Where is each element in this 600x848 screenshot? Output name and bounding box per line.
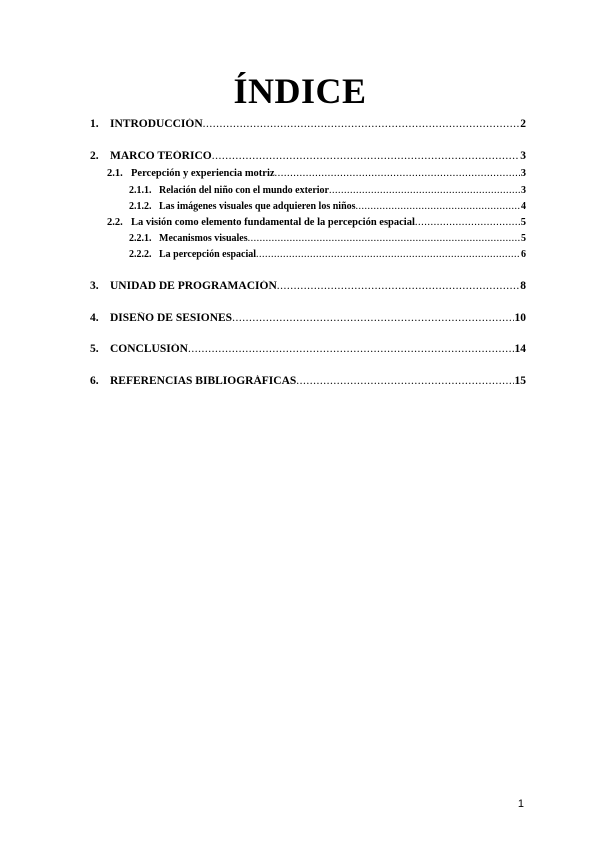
toc-entry-label: UNIDAD DE PROGRAMACIÓN (110, 280, 277, 292)
toc-entry-label: CONCLUSIÓN (110, 343, 188, 355)
toc-entry-label: La percepción espacial (159, 249, 257, 260)
toc-leader-dots (296, 375, 513, 387)
toc-entry-number: 1. (90, 118, 99, 130)
toc-leader-dots (203, 118, 520, 130)
toc-entry-percepcion-experiencia[interactable] (107, 168, 526, 179)
toc-entry-vision-elemento[interactable] (107, 217, 526, 228)
toc-entry-page: 14 (514, 343, 526, 355)
toc-entry-number: 2.1.1. (129, 185, 152, 196)
toc-leader-dots (248, 233, 520, 244)
toc-entry-label: Percepción y experiencia motriz (131, 168, 275, 179)
toc-entry-number: 5. (90, 343, 99, 355)
toc-entry-number: 2.2. (107, 217, 123, 228)
toc-entry-label: MARCO TEÓRICO (110, 150, 212, 162)
toc-leader-dots (256, 249, 520, 260)
toc-entry-label: INTRODUCCIÓN (110, 118, 203, 130)
toc-entry-page: 10 (514, 312, 526, 324)
toc-entry-page: 2 (520, 118, 526, 130)
toc-entry-number: 6. (90, 375, 99, 387)
toc-leader-dots (415, 217, 520, 228)
toc-entry-imagenes-visuales[interactable] (129, 201, 526, 212)
toc-entry-number: 4. (90, 312, 99, 324)
toc-entry-number: 2.2.1. (129, 233, 152, 244)
toc-entry-label: Mecanismos visuales (159, 233, 248, 244)
toc-leader-dots (277, 280, 520, 292)
toc-entry-page: 6 (521, 249, 526, 260)
toc-leader-dots (232, 312, 513, 324)
toc-entry-number: 3. (90, 280, 99, 292)
toc-entry-page: 3 (520, 150, 526, 162)
toc-entry-number: 2. (90, 150, 99, 162)
toc-entry-page: 3 (520, 168, 526, 179)
toc-leader-dots (356, 201, 520, 212)
toc-entry-number: 2.2.2. (129, 249, 152, 260)
toc-entry-page: 3 (521, 185, 526, 196)
page-number: 1 (517, 798, 524, 810)
toc-entry-introduccion[interactable] (90, 118, 526, 130)
toc-entry-page: 5 (521, 233, 526, 244)
toc-entry-label: DISEÑO DE SESIONES (110, 312, 233, 324)
toc-leader-dots (329, 185, 520, 196)
toc-entry-unidad-programacion[interactable] (90, 280, 526, 292)
toc-entry-page: 4 (521, 201, 526, 212)
toc-entry-page: 15 (514, 375, 526, 387)
toc-entry-relacion-nino[interactable] (129, 185, 526, 196)
toc-leader-dots (212, 150, 520, 162)
toc-entry-number: 2.1. (107, 168, 123, 179)
toc-entry-number: 2.1.2. (129, 201, 152, 212)
toc-leader-dots (275, 168, 520, 179)
page-title: ÍNDICE (233, 71, 367, 111)
toc-entry-referencias[interactable] (90, 375, 526, 387)
toc-entry-diseno-sesiones[interactable] (90, 312, 526, 324)
toc-entry-label: Relación del niño con el mundo exterior (159, 185, 329, 196)
toc-entry-percepcion-espacial[interactable] (129, 249, 526, 260)
toc-entry-marco-teorico[interactable] (90, 150, 526, 162)
toc-entry-label: La visión como elemento fundamental de la percepción espacial (131, 217, 415, 228)
toc-leader-dots (188, 343, 514, 355)
toc-entry-label: REFERENCIAS BIBLIOGRÁFICAS (110, 375, 297, 387)
toc-entry-conclusion[interactable] (90, 343, 526, 355)
toc-entry-label: Las imágenes visuales que adquieren los niños (159, 201, 356, 212)
toc-entry-page: 5 (520, 217, 526, 228)
toc-entry-mecanismos-visuales[interactable] (129, 233, 526, 244)
toc-entry-page: 8 (520, 280, 526, 292)
